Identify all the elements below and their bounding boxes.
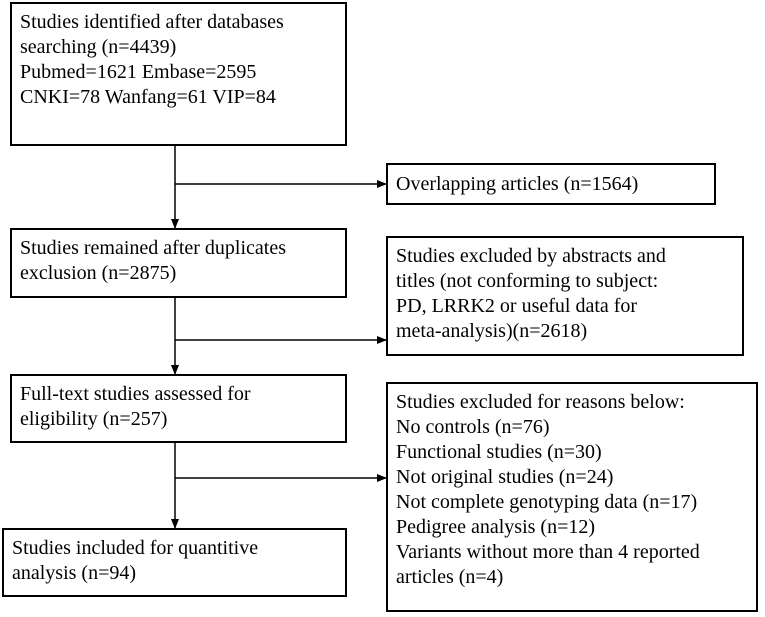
box-line: analysis (n=94) <box>12 562 137 584</box>
box-line: Full-text studies assessed for <box>20 383 251 405</box>
box-overlapping-articles <box>386 163 716 205</box>
box-line: articles (n=4) <box>396 566 504 588</box>
box-line: No controls (n=76) <box>396 416 550 438</box>
box-line: Not complete genotyping data (n=17) <box>396 491 698 513</box>
box-studies-included <box>2 528 347 597</box>
box-line: meta-analysis)(n=2618) <box>396 320 588 342</box>
box-line: CNKI=78 Wanfang=61 VIP=84 <box>20 86 276 108</box>
box-line: Studies remained after duplicates <box>20 237 287 259</box>
box-studies-identified <box>10 2 347 146</box>
box-line: Pedigree analysis (n=12) <box>396 516 596 538</box>
box-line: Studies excluded by abstracts and <box>396 245 666 267</box>
box-line: Variants without more than 4 reported <box>396 541 700 563</box>
box-line: exclusion (n=2875) <box>20 262 177 284</box>
box-fulltext-assessed <box>10 374 347 443</box>
box-line: Studies included for quantitive <box>12 537 259 559</box>
box-line: PD, LRRK2 or useful data for <box>396 295 638 317</box>
box-line: titles (not conforming to subject: <box>396 270 659 292</box>
box-line: Studies excluded for reasons below: <box>396 391 685 413</box>
box-excluded-by-abstracts <box>386 236 744 356</box>
box-line: searching (n=4439) <box>20 36 177 58</box>
box-line: eligibility (n=257) <box>20 408 168 430</box>
box-excluded-for-reasons <box>386 382 758 612</box>
box-line: Overlapping articles (n=1564) <box>396 173 639 195</box>
box-studies-remained <box>10 228 347 298</box>
box-line: Pubmed=1621 Embase=2595 <box>20 61 257 83</box>
box-line: Functional studies (n=30) <box>396 441 602 463</box>
box-line: Not original studies (n=24) <box>396 466 614 488</box>
box-line: Studies identified after databases <box>20 11 284 33</box>
